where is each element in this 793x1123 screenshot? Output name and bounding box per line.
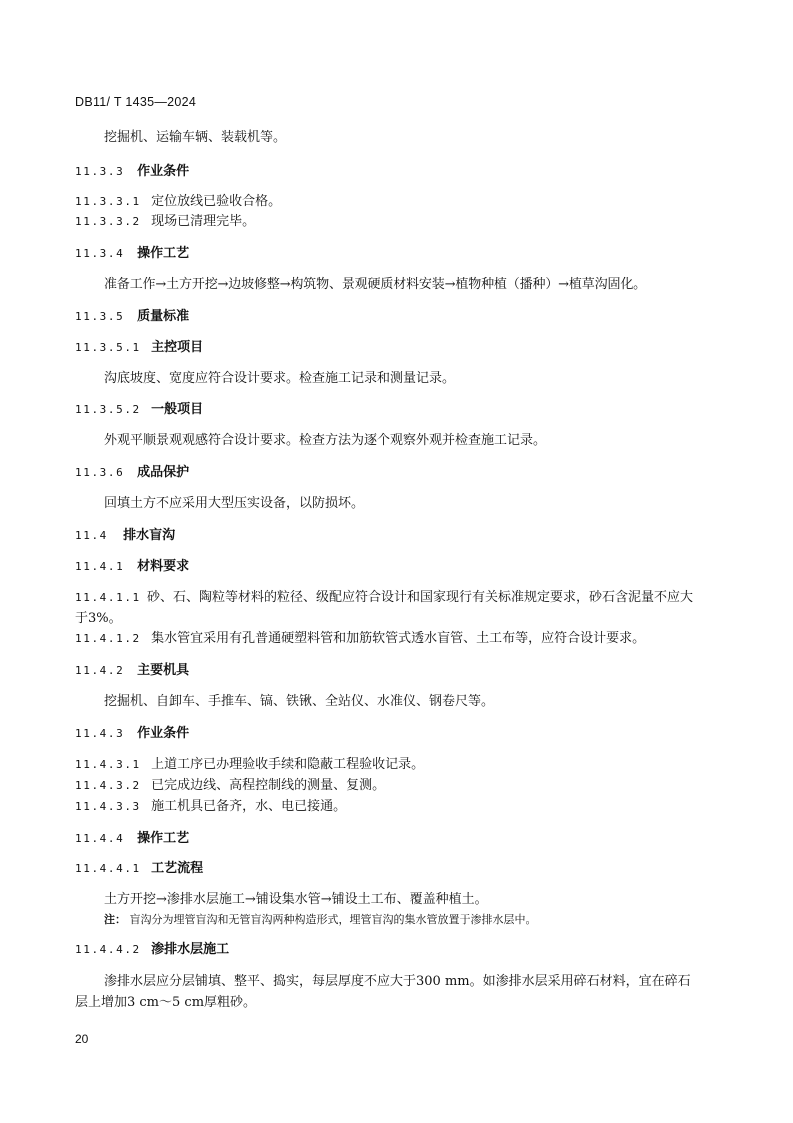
paragraph-general-items: 外观平顺景观观感符合设计要求。检查方法为逐个观察外观并检查施工记录。 <box>104 433 547 448</box>
paragraph-workflow: 土方开挖→渗排水层施工→铺设集水管→铺设土工布、覆盖种植土。 <box>104 892 488 907</box>
section-number: 11.4 <box>75 529 108 542</box>
clause-11-3-3-2 <box>75 212 701 231</box>
section-number: 11.4.4.1 <box>75 862 141 875</box>
note-label: 注： <box>104 913 126 926</box>
section-title: 材料要求 <box>137 559 190 574</box>
clause-11-4-1-1 <box>75 587 701 629</box>
clause-text: 已完成边线、高程控制线的测量、复测。 <box>151 778 386 793</box>
page-number: 20 <box>75 1032 89 1046</box>
section-title: 主控项目 <box>151 340 204 355</box>
clause-text: 施工机具已备齐，水、电已接通。 <box>151 799 347 814</box>
heading-11-3-6 <box>75 463 701 482</box>
section-title: 工艺流程 <box>151 861 204 876</box>
paragraph-drainage-layer: 渗排水层应分层铺填、整平、捣实，每层厚度不应大于300 mm。如渗排水层采用碎石材料，宜在碎石层上增加3 cm～5 cm厚粗砂。 <box>75 974 691 1010</box>
heading-11-3-5 <box>75 307 701 326</box>
section-title: 渗排水层施工 <box>151 942 230 957</box>
heading-11-4-4-1 <box>75 859 701 878</box>
heading-11-3-5-2 <box>75 400 701 419</box>
section-number: 11.3.5.2 <box>75 403 141 416</box>
clause-number: 11.4.3.2 <box>75 779 141 792</box>
section-number: 11.3.5.1 <box>75 341 141 354</box>
section-title: 作业条件 <box>137 164 190 179</box>
paragraph-tools: 挖掘机、自卸车、手推车、镐、铁锹、全站仪、水准仪、钢卷尺等。 <box>104 694 495 709</box>
section-number: 11.4.2 <box>75 664 125 677</box>
clause-number: 11.3.3.1 <box>75 195 141 208</box>
clause-11-3-3-1 <box>75 192 701 211</box>
paragraph-machinery-cont: 挖掘机、运输车辆、装载机等。 <box>104 130 287 145</box>
heading-11-4-2 <box>75 661 701 680</box>
clause-text: 上道工序已办理验收手续和隐蔽工程验收记录。 <box>151 757 425 772</box>
heading-11-3-5-1 <box>75 338 701 357</box>
section-number: 11.4.3 <box>75 727 125 740</box>
note <box>104 912 537 928</box>
section-number: 11.4.4.2 <box>75 943 141 956</box>
heading-11-3-4 <box>75 244 701 263</box>
section-title: 一般项目 <box>151 402 204 417</box>
heading-11-4-1 <box>75 557 701 576</box>
heading-11-4-4-2 <box>75 940 701 959</box>
clause-number: 11.4.3.1 <box>75 758 141 771</box>
clause-11-4-3-3 <box>75 797 701 816</box>
clause-text: 集水管宜采用有孔普通硬塑料管和加筋软管式透水盲管、土工布等，应符合设计要求。 <box>151 631 646 646</box>
clause-11-4-3-1 <box>75 755 701 774</box>
section-number: 11.4.4 <box>75 832 125 845</box>
heading-11-4 <box>75 526 701 545</box>
clause-11-4-1-2 <box>75 629 701 648</box>
heading-11-3-3 <box>75 162 701 181</box>
section-title: 作业条件 <box>137 726 190 741</box>
section-title: 质量标准 <box>137 309 190 324</box>
clause-number: 11.4.3.3 <box>75 800 141 813</box>
section-number: 11.3.4 <box>75 247 125 260</box>
section-number: 11.4.1 <box>75 560 125 573</box>
clause-number: 11.4.1.1 <box>75 591 141 604</box>
clause-number: 11.4.1.2 <box>75 632 141 645</box>
section-title: 操作工艺 <box>137 831 190 846</box>
heading-11-4-4 <box>75 829 701 848</box>
heading-11-4-3 <box>75 724 701 743</box>
section-title: 主要机具 <box>137 663 190 678</box>
section-title: 操作工艺 <box>137 246 190 261</box>
note-text: 盲沟分为埋管盲沟和无管盲沟两种构造形式，埋管盲沟的集水管放置于渗排水层中。 <box>129 913 537 926</box>
clause-11-4-3-2 <box>75 776 701 795</box>
document-code: DB11/ T 1435—2024 <box>75 95 197 109</box>
section-number: 11.3.5 <box>75 310 125 323</box>
clause-text: 砂、石、陶粒等材料的粒径、级配应符合设计和国家现行有关标准规定要求，砂石含泥量不应大于3%。 <box>75 590 694 626</box>
paragraph-process-flow: 准备工作→土方开挖→边坡修整→构筑物、景观硬质材料安装→植物种植（播种）→植草沟固化。 <box>104 277 647 292</box>
clause-text: 现场已清理完毕。 <box>151 214 256 229</box>
paragraph-protection: 回填土方不应采用大型压实设备，以防损坏。 <box>104 496 365 511</box>
clause-number: 11.3.3.2 <box>75 215 141 228</box>
section-number: 11.3.6 <box>75 466 125 479</box>
section-number: 11.3.3 <box>75 165 125 178</box>
section-title: 成品保护 <box>137 465 190 480</box>
section-title: 排水盲沟 <box>123 528 176 543</box>
clause-text: 定位放线已验收合格。 <box>151 194 282 209</box>
paragraph-main-items: 沟底坡度、宽度应符合设计要求。检查施工记录和测量记录。 <box>104 371 456 386</box>
